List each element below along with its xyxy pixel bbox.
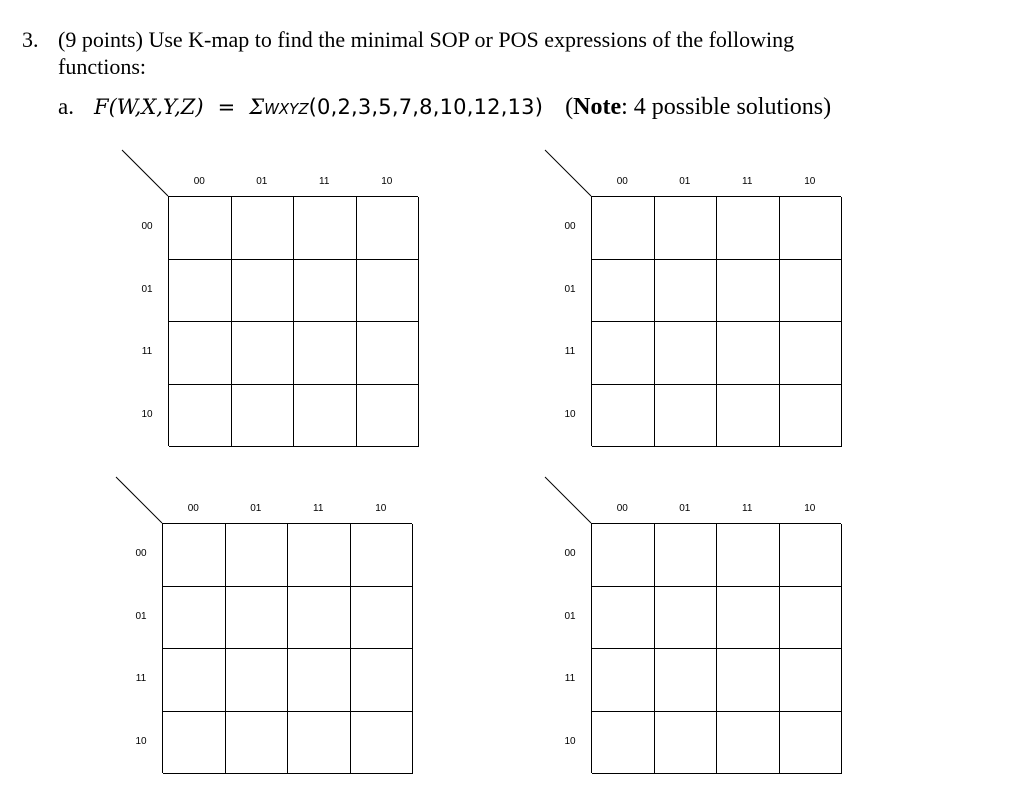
kmap-cell[interactable] [226, 649, 289, 712]
kmap-cell[interactable] [163, 524, 226, 587]
kmap-column-label: 00 [187, 503, 199, 514]
kmap-cell[interactable] [232, 197, 295, 260]
kmap-cell[interactable] [357, 322, 420, 385]
kmap-cell[interactable] [780, 712, 843, 775]
kmap-cell[interactable] [592, 260, 655, 323]
kmap-cell[interactable] [288, 712, 351, 775]
sigma-symbol: Σ [249, 95, 265, 119]
kmap-column-label: 10 [381, 176, 393, 187]
kmap-cell[interactable] [163, 649, 226, 712]
kmap-cell[interactable] [780, 322, 843, 385]
part-letter: a. [58, 94, 74, 119]
kmap-cell[interactable] [592, 524, 655, 587]
kmap-cell[interactable] [592, 197, 655, 260]
question-text-continued: functions: [58, 54, 146, 79]
kmap-cell[interactable] [717, 197, 780, 260]
kmap-grid [168, 196, 418, 446]
kmap-column-label: 10 [804, 176, 816, 187]
kmap-cell[interactable] [351, 649, 414, 712]
kmap-cell[interactable] [655, 587, 718, 650]
kmap-4 [543, 475, 843, 795]
kmap-row-label: 10 [135, 735, 147, 747]
kmap-cell[interactable] [294, 322, 357, 385]
kmap-cell[interactable] [592, 322, 655, 385]
kmap-cell[interactable] [655, 649, 718, 712]
kmap-grid [162, 523, 412, 773]
kmap-1 [120, 148, 420, 468]
kmap-cell[interactable] [288, 524, 351, 587]
kmap-cell[interactable] [717, 712, 780, 775]
kmap-cell[interactable] [294, 385, 357, 448]
kmap-cell[interactable] [592, 385, 655, 448]
kmap-row-label: 10 [564, 735, 576, 747]
kmap-cell[interactable] [717, 649, 780, 712]
kmap-row-label: 11 [564, 346, 576, 357]
kmap-row-label: 01 [564, 283, 576, 295]
equals-sign: = [217, 95, 236, 119]
kmap-column-label: 11 [742, 176, 753, 187]
kmap-row-label: 11 [564, 673, 576, 684]
kmap-row-label: 11 [141, 346, 153, 357]
kmap-3 [114, 475, 414, 795]
kmap-cell[interactable] [351, 524, 414, 587]
kmap-cell[interactable] [232, 322, 295, 385]
kmap-row-label: 10 [141, 408, 153, 420]
kmap-cell[interactable] [655, 197, 718, 260]
note-text: : 4 possible solutions) [621, 94, 832, 120]
kmap-cell[interactable] [780, 385, 843, 448]
kmap-column-label: 01 [256, 176, 268, 187]
kmap-column-label: 10 [375, 503, 387, 514]
kmap-cell[interactable] [592, 712, 655, 775]
kmap-cell[interactable] [780, 260, 843, 323]
function-lhs: F(W,X,Y,Z) [94, 95, 204, 119]
kmap-row-label: 01 [135, 610, 147, 622]
kmap-cell[interactable] [232, 260, 295, 323]
kmap-row-label: 00 [135, 548, 147, 559]
kmap-column-label: 11 [319, 176, 330, 187]
note-label: Note [573, 94, 622, 120]
kmap-cell[interactable] [717, 385, 780, 448]
kmap-cell[interactable] [357, 197, 420, 260]
kmap-cell[interactable] [357, 385, 420, 448]
kmap-cell[interactable] [169, 197, 232, 260]
kmap-cell[interactable] [717, 587, 780, 650]
kmap-cell[interactable] [226, 712, 289, 775]
kmap-grid [591, 523, 841, 773]
kmap-cell[interactable] [169, 322, 232, 385]
sum-variables: WXYZ [264, 100, 309, 118]
kmap-cell[interactable] [780, 524, 843, 587]
kmap-row-label: 01 [141, 283, 153, 295]
kmap-cell[interactable] [780, 197, 843, 260]
kmap-cell[interactable] [717, 524, 780, 587]
kmap-column-label: 10 [804, 503, 816, 514]
kmap-row-label: 00 [564, 221, 576, 232]
kmap-column-label: 01 [679, 503, 691, 514]
kmap-column-label: 11 [313, 503, 324, 514]
kmap-cell[interactable] [717, 322, 780, 385]
kmap-column-label: 01 [250, 503, 262, 514]
note: (Note: 4 possible solutions) [565, 94, 832, 120]
kmap-cell[interactable] [592, 649, 655, 712]
kmap-cell[interactable] [226, 587, 289, 650]
kmap-row-label: 00 [141, 221, 153, 232]
kmap-row-label: 00 [564, 548, 576, 559]
kmap-cell[interactable] [655, 260, 718, 323]
kmap-cell[interactable] [294, 197, 357, 260]
question-text: (9 points) Use K-map to find the minimal SOP or POS expressions of the following [58, 27, 795, 52]
kmap-column-label: 00 [616, 503, 628, 514]
kmap-grid [591, 196, 841, 446]
kmap-cell[interactable] [351, 712, 414, 775]
kmap-column-label: 00 [616, 176, 628, 187]
kmap-cell[interactable] [288, 649, 351, 712]
kmap-cell[interactable] [592, 587, 655, 650]
kmap-cell[interactable] [717, 260, 780, 323]
kmap-cell[interactable] [163, 712, 226, 775]
kmap-row-label: 01 [564, 610, 576, 622]
kmap-cell[interactable] [357, 260, 420, 323]
kmap-column-label: 00 [193, 176, 205, 187]
kmap-cell[interactable] [232, 385, 295, 448]
question-line-1 [22, 27, 794, 53]
kmap-row-label: 10 [564, 408, 576, 420]
kmap-cell[interactable] [655, 322, 718, 385]
kmap-column-label: 11 [742, 503, 753, 514]
kmap-cell[interactable] [163, 587, 226, 650]
kmap-cell[interactable] [294, 260, 357, 323]
kmap-cell[interactable] [655, 385, 718, 448]
question-number: 3. [22, 27, 39, 52]
kmap-row-label: 11 [135, 673, 147, 684]
minterm-list: (0,2,3,5,7,8,10,12,13) [308, 95, 544, 119]
kmap-cell[interactable] [780, 649, 843, 712]
kmap-cell[interactable] [655, 524, 718, 587]
kmap-cell[interactable] [226, 524, 289, 587]
kmap-cell[interactable] [780, 587, 843, 650]
kmap-cell[interactable] [655, 712, 718, 775]
kmap-column-label: 01 [679, 176, 691, 187]
kmap-cell[interactable] [351, 587, 414, 650]
kmap-cell[interactable] [169, 385, 232, 448]
kmap-2 [543, 148, 843, 468]
kmap-cell[interactable] [288, 587, 351, 650]
part-a-line [58, 92, 831, 124]
kmap-cell[interactable] [169, 260, 232, 323]
